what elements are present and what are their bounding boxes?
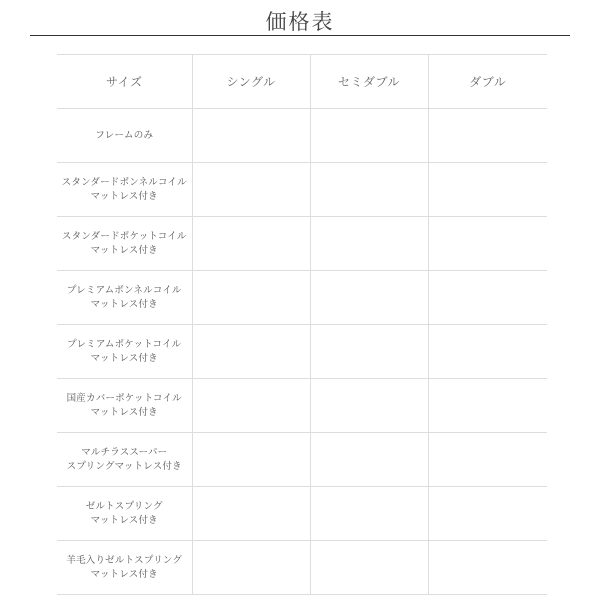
header-single: シングル	[192, 55, 310, 109]
price-cell-semi-double	[310, 541, 428, 595]
price-cell-single	[192, 541, 310, 595]
price-cell-single	[192, 487, 310, 541]
row-label-line1: 羊毛入りゼルトスプリング	[66, 554, 183, 566]
row-label-line2: マットレス付き	[90, 514, 158, 526]
header-size: サイズ	[57, 55, 192, 109]
row-label-line2: マットレス付き	[90, 298, 158, 310]
price-cell-double	[428, 109, 547, 163]
price-cell-double	[428, 217, 547, 271]
row-label-line1: フレームのみ	[95, 129, 154, 141]
row-label-line2: マットレス付き	[90, 244, 158, 256]
price-cell-semi-double	[310, 433, 428, 487]
price-cell-semi-double	[310, 109, 428, 163]
row-label	[57, 217, 192, 271]
price-cell-double	[428, 325, 547, 379]
row-label-line1: スタンダードボンネルコイル	[61, 176, 187, 188]
table-row	[57, 487, 547, 541]
row-label	[57, 379, 192, 433]
price-cell-semi-double	[310, 325, 428, 379]
price-cell-semi-double	[310, 379, 428, 433]
header-double: ダブル	[428, 55, 547, 109]
table-row	[57, 217, 547, 271]
row-label-line2: マットレス付き	[90, 190, 158, 202]
row-label-line1: ゼルトスプリング	[85, 500, 163, 512]
table-row	[57, 541, 547, 595]
price-cell-semi-double	[310, 163, 428, 217]
row-label	[57, 433, 192, 487]
row-label	[57, 487, 192, 541]
table-row	[57, 109, 547, 163]
price-cell-single	[192, 271, 310, 325]
table-row	[57, 325, 547, 379]
row-label-line1: マルチラススーパー	[81, 446, 168, 458]
price-cell-single	[192, 163, 310, 217]
row-label	[57, 325, 192, 379]
price-cell-semi-double	[310, 217, 428, 271]
price-cell-semi-double	[310, 271, 428, 325]
table-row	[57, 163, 547, 217]
row-label	[57, 109, 192, 163]
price-cell-double	[428, 163, 547, 217]
row-label-line2: スプリングマットレス付き	[66, 460, 182, 472]
price-table	[57, 54, 547, 595]
page-title: 価格表	[265, 10, 335, 34]
price-cell-single	[192, 217, 310, 271]
row-label-line1: 国産カバーポケットコイル	[66, 392, 182, 404]
row-label-line2: マットレス付き	[90, 352, 158, 364]
table-header-row	[57, 55, 547, 109]
price-cell-single	[192, 433, 310, 487]
price-cell-single	[192, 379, 310, 433]
price-cell-double	[428, 271, 547, 325]
row-label-line2: マットレス付き	[90, 568, 158, 580]
price-cell-double	[428, 487, 547, 541]
header-semi-double: セミダブル	[310, 55, 428, 109]
row-label-line2: マットレス付き	[90, 406, 158, 418]
row-label	[57, 541, 192, 595]
title-underline	[30, 35, 570, 36]
table-row	[57, 271, 547, 325]
row-label	[57, 163, 192, 217]
row-label-line1: スタンダードポケットコイル	[61, 230, 187, 242]
table-row	[57, 379, 547, 433]
price-cell-semi-double	[310, 487, 428, 541]
row-label-line1: プレミアムポケットコイル	[67, 338, 182, 350]
price-cell-single	[192, 325, 310, 379]
price-cell-single	[192, 109, 310, 163]
price-cell-double	[428, 379, 547, 433]
row-label-line1: プレミアムボンネルコイル	[66, 284, 182, 296]
row-label	[57, 271, 192, 325]
price-cell-double	[428, 433, 547, 487]
table-row	[57, 433, 547, 487]
price-cell-double	[428, 541, 547, 595]
